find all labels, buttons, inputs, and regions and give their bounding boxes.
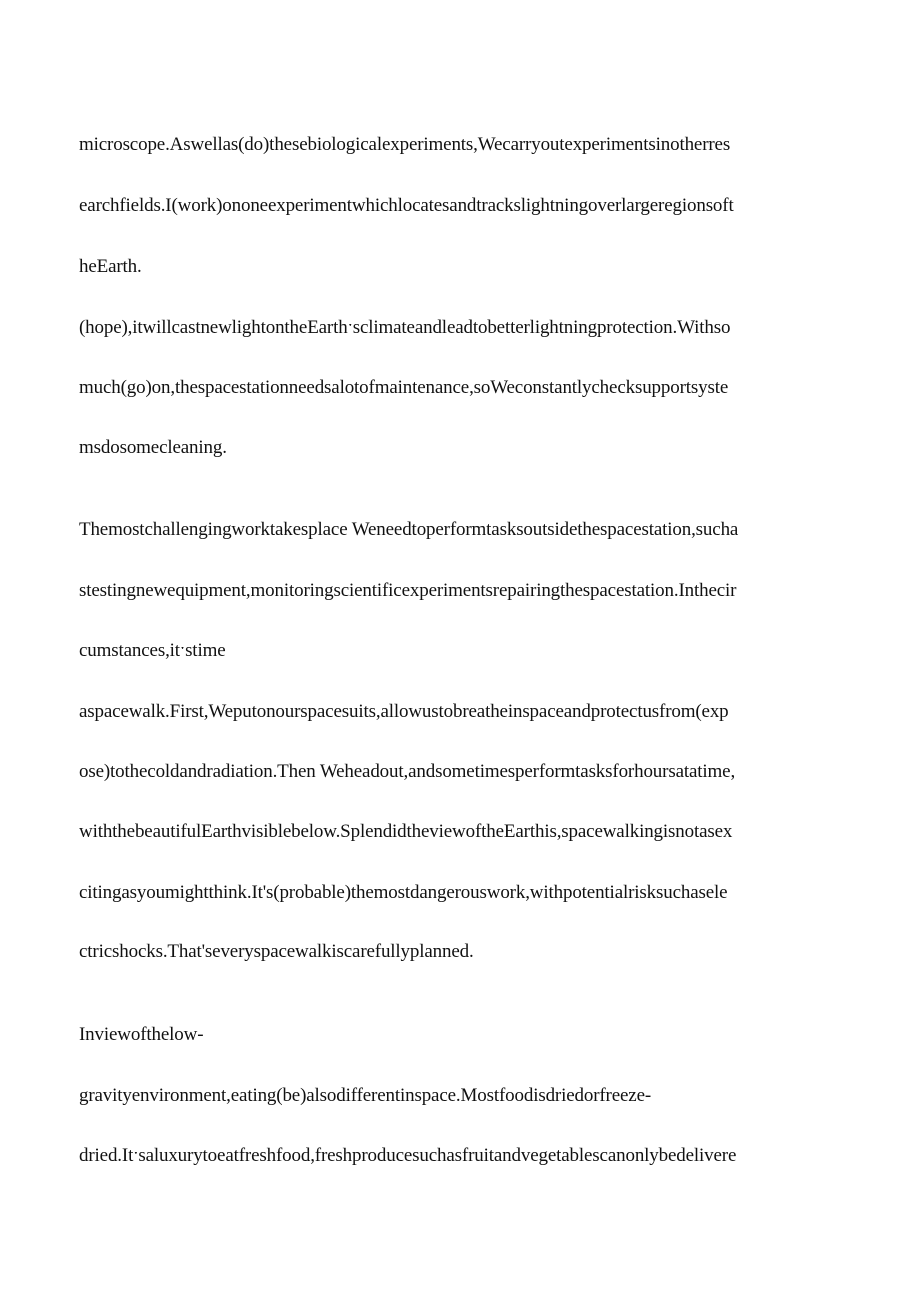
- text-line-10: aspacewalk.First,Weputonourspacesuits,allowustobreatheinspaceandprotectusfrom(exp: [79, 701, 729, 722]
- text-line-9: cumstances,itˑstime: [79, 640, 226, 661]
- text-line-8: stestingnewequipment,monitoringscientificexperimentsrepairingthespacestation.Inthecir: [79, 580, 737, 601]
- text-line-15: Inviewofthelow-: [79, 1024, 204, 1045]
- text-line-13: citingasyoumightthink.It's(probable)themostdangerouswork,withpotentialrisksuchasele: [79, 882, 728, 903]
- text-line-5: much(go)on,thespacestationneedsalotofmaintenance,soWeconstantlychecksupportsyste: [79, 377, 729, 398]
- text-line-7: Themostchallengingworktakesplace Weneedtoperformtasksoutsidethespacestation,sucha: [79, 519, 739, 540]
- text-line-11: ose)tothecoldandradiation.Then Weheadout,andsometimesperformtasksforhoursatatime,: [79, 761, 736, 782]
- text-line-2: earchfields.I(work)ononeexperimentwhichlocatesandtrackslightningoverlargeregionsoft: [79, 195, 734, 216]
- text-line-4: (hope),itwillcastnewlightontheEarthˑsclimateandleadtobetterlightningprotection.Withso: [79, 317, 731, 338]
- text-line-1: microscope.Aswellas(do)thesebiologicalexperiments,Wecarryoutexperimentsinotherres: [79, 134, 731, 155]
- text-line-12: withthebeautifulEarthvisiblebelow.SplendidtheviewoftheEarthis,spacewalkingisnotasex: [79, 821, 733, 842]
- text-line-3: heEarth.: [79, 256, 142, 277]
- text-line-17: dried.Itˑsaluxurytoeatfreshfood,freshproducesuchasfruitandvegetablescanonlybedelivere: [79, 1145, 737, 1166]
- text-line-16: gravityenvironment,eating(be)alsodifferentinspace.Mostfoodisdriedorfreeze-: [79, 1085, 652, 1106]
- text-line-6: msdosomecleaning.: [79, 437, 227, 458]
- text-line-14: ctricshocks.That'severyspacewalkiscarefullyplanned.: [79, 941, 474, 962]
